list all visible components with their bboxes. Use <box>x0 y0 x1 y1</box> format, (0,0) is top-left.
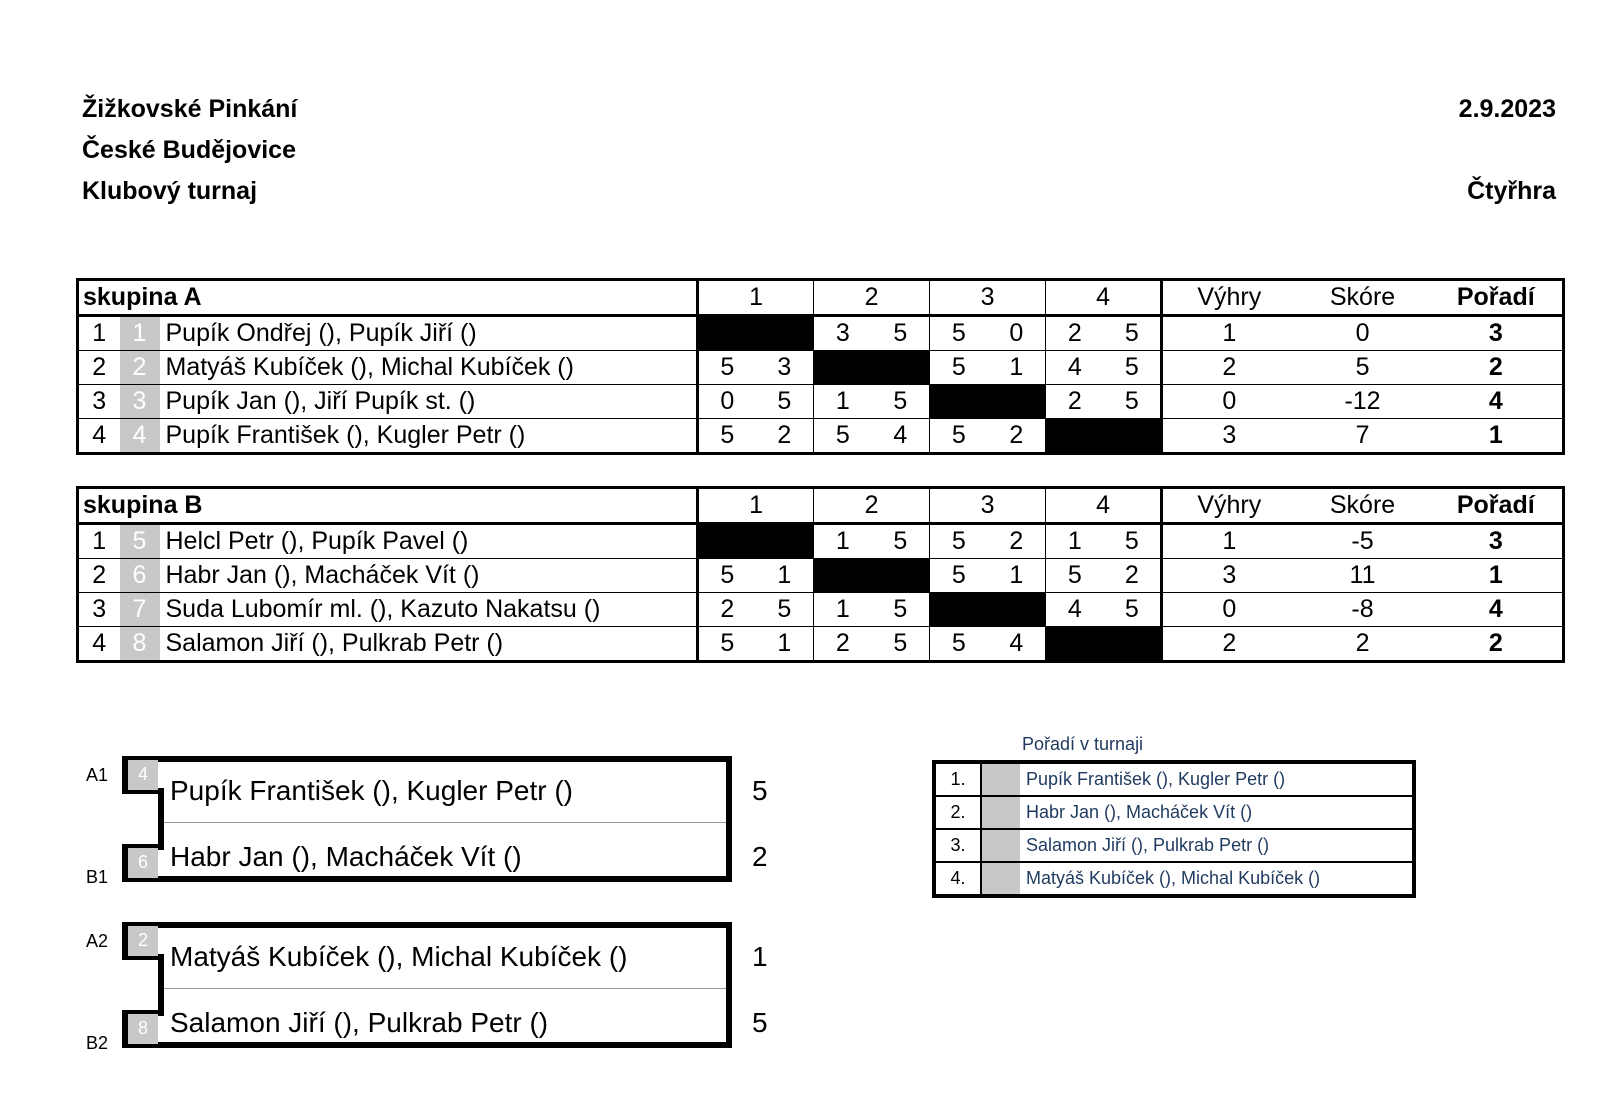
match-score: 1 <box>814 593 872 627</box>
row-rank: 3 <box>1430 316 1564 351</box>
match-score: 2 <box>835 629 850 657</box>
tournament-title: Žižkovské Pinkání <box>82 95 298 123</box>
tournament-event: Klubový turnaj <box>82 177 258 205</box>
match-score: 5 <box>1104 316 1162 351</box>
rank-header: Pořadí <box>1430 280 1564 316</box>
top-score: 5 <box>752 775 768 806</box>
match-score: 5 <box>930 559 988 593</box>
row-score: 5 <box>1296 351 1430 385</box>
row-rank: 2 <box>1430 351 1564 385</box>
self-match-cell <box>988 593 1046 627</box>
group-row <box>78 351 1564 385</box>
self-match-cell <box>872 559 930 593</box>
final-ranking-table <box>932 760 1416 898</box>
match-score: 2 <box>988 524 1046 559</box>
wins-header: Výhry <box>1162 488 1296 524</box>
match-score: 3 <box>756 351 814 385</box>
group-header-row <box>78 488 1564 524</box>
row-position: 1 <box>78 524 120 559</box>
ranking-position: 4. <box>934 862 981 896</box>
match-divider <box>160 988 726 989</box>
tournament-discipline: Čtyřhra <box>1467 177 1556 205</box>
row-position: 2 <box>78 559 120 593</box>
match-score: 5 <box>720 421 735 449</box>
row-rank: 4 <box>1430 385 1564 419</box>
opponent-column-header: 3 <box>930 280 1046 316</box>
match-score: 5 <box>1104 351 1162 385</box>
final-ranking-title: Pořadí v turnaji <box>1022 734 1144 754</box>
group-name: skupina A <box>78 280 698 316</box>
group-row <box>78 385 1564 419</box>
team-name: Pupík František (), Kugler Petr () <box>160 419 698 454</box>
top-score: 1 <box>752 941 768 972</box>
match-score: 5 <box>951 421 966 449</box>
row-wins: 0 <box>1162 385 1296 419</box>
match-score: 5 <box>1104 593 1162 627</box>
self-match-cell <box>756 316 814 351</box>
match-score: 4 <box>872 419 930 454</box>
match-score: 5 <box>930 351 988 385</box>
ranking-seed-cell <box>981 796 1020 829</box>
self-match-cell <box>930 385 988 419</box>
row-score: -8 <box>1296 593 1430 627</box>
opponent-column-header: 2 <box>814 280 930 316</box>
match-score: 5 <box>930 316 988 351</box>
row-rank: 1 <box>1430 559 1564 593</box>
ranking-position: 2. <box>934 796 981 829</box>
match-score: 1 <box>988 351 1046 385</box>
team-name: Matyáš Kubíček (), Michal Kubíček () <box>160 351 698 385</box>
match-score: 2 <box>1046 316 1104 351</box>
ranking-seed-cell <box>981 862 1020 896</box>
match-score: 5 <box>720 629 735 657</box>
bottom-team-name: Habr Jan (), Macháček Vít () <box>170 841 522 872</box>
row-seed: 1 <box>120 316 160 351</box>
group-row <box>78 593 1564 627</box>
group-row <box>78 627 1564 662</box>
ranking-seed-cell <box>981 762 1020 796</box>
row-position: 2 <box>78 351 120 385</box>
row-wins: 1 <box>1162 316 1296 351</box>
self-match-cell <box>1104 627 1162 662</box>
ranking-row <box>934 762 1414 796</box>
group-table <box>76 278 1565 455</box>
row-wins: 1 <box>1162 524 1296 559</box>
top-seed: 2 <box>128 926 158 956</box>
ranking-team-name: Salamon Jiří (), Pulkrab Petr () <box>1020 829 1414 862</box>
match-score: 4 <box>1046 351 1104 385</box>
ranking-position: 1. <box>934 762 981 796</box>
match-score: 2 <box>756 419 814 454</box>
match-score: 3 <box>814 316 872 351</box>
row-position: 4 <box>92 629 107 657</box>
row-seed: 5 <box>120 524 160 559</box>
row-score: 11 <box>1296 559 1430 593</box>
match-score: 5 <box>756 593 814 627</box>
row-rank: 3 <box>1430 524 1564 559</box>
group-name: skupina B <box>78 488 698 524</box>
ranking-team-name: Matyáš Kubíček (), Michal Kubíček () <box>1026 868 1321 888</box>
bottom-team-name: Salamon Jiří (), Pulkrab Petr () <box>170 1007 549 1038</box>
ranking-team-name: Pupík František (), Kugler Petr () <box>1020 762 1414 796</box>
match-score: 0 <box>988 316 1046 351</box>
bottom-label: B2 <box>86 1033 109 1053</box>
opponent-column-header: 3 <box>930 488 1046 524</box>
team-name: Pupík Ondřej (), Pupík Jiří () <box>160 316 698 351</box>
match-score: 4 <box>1046 593 1104 627</box>
match-score: 2 <box>698 593 756 627</box>
match-score: 5 <box>1104 385 1162 419</box>
row-wins: 0 <box>1162 593 1296 627</box>
match-score: 0 <box>698 385 756 419</box>
match-score: 5 <box>951 629 966 657</box>
ranking-position: 3. <box>934 829 981 862</box>
row-wins: 2 <box>1222 629 1237 657</box>
match-score: 5 <box>872 385 930 419</box>
row-position: 3 <box>78 385 120 419</box>
match-score: 1 <box>756 627 814 662</box>
self-match-cell <box>698 316 756 351</box>
match-score: 1 <box>988 559 1046 593</box>
match-score: 5 <box>1104 524 1162 559</box>
opponent-column-header: 1 <box>698 280 814 316</box>
team-name: Suda Lubomír ml. (), Kazuto Nakatsu () <box>160 593 698 627</box>
row-seed: 3 <box>120 385 160 419</box>
match-divider <box>160 822 726 823</box>
ranking-row <box>934 796 1414 829</box>
match-score: 5 <box>872 524 930 559</box>
row-score: -12 <box>1296 385 1430 419</box>
row-seed: 6 <box>120 559 160 593</box>
match-score: 5 <box>1046 559 1104 593</box>
match-score: 1 <box>756 559 814 593</box>
bottom-seed: 8 <box>128 1014 158 1044</box>
row-score: -5 <box>1296 524 1430 559</box>
match-score: 5 <box>872 316 930 351</box>
row-score: 2 <box>1355 629 1370 657</box>
self-match-cell <box>1046 627 1104 662</box>
team-name: Habr Jan (), Macháček Vít () <box>160 559 698 593</box>
ranking-row <box>934 829 1414 862</box>
top-team-name: Matyáš Kubíček (), Michal Kubíček () <box>170 941 628 972</box>
connector-line <box>158 788 164 850</box>
self-match-cell <box>1104 419 1162 454</box>
match-score: 2 <box>1046 385 1104 419</box>
group-table <box>76 486 1565 663</box>
row-rank: 2 <box>1488 629 1503 657</box>
self-match-cell <box>814 351 872 385</box>
group-row <box>78 419 1564 454</box>
match-score: 5 <box>930 524 988 559</box>
bottom-score: 2 <box>752 841 768 872</box>
opponent-column-header: 4 <box>1046 280 1162 316</box>
score-header: Skóre <box>1296 280 1430 316</box>
group-header-row <box>78 280 1564 316</box>
match-score: 1 <box>1046 524 1104 559</box>
top-team-name: Pupík František (), Kugler Petr () <box>170 775 574 806</box>
tournament-city: České Budějovice <box>82 136 296 164</box>
row-seed: 7 <box>120 593 160 627</box>
self-match-cell <box>814 559 872 593</box>
row-seed: 8 <box>120 627 160 662</box>
self-match-cell <box>988 385 1046 419</box>
row-rank: 4 <box>1430 593 1564 627</box>
team-name: Helcl Petr (), Pupík Pavel () <box>160 524 698 559</box>
top-seed: 4 <box>128 760 158 790</box>
ranking-seed-cell <box>981 829 1020 862</box>
row-rank: 1 <box>1488 421 1503 449</box>
rank-header: Pořadí <box>1430 488 1564 524</box>
team-name: Salamon Jiří (), Pulkrab Petr () <box>160 627 698 662</box>
score-header: Skóre <box>1296 488 1430 524</box>
match-score: 1 <box>814 524 872 559</box>
row-position: 3 <box>78 593 120 627</box>
row-position: 4 <box>92 421 107 449</box>
bottom-seed: 6 <box>128 848 158 878</box>
row-seed: 4 <box>120 419 160 454</box>
row-position: 1 <box>78 316 120 351</box>
bottom-score: 5 <box>752 1007 768 1038</box>
match-score: 5 <box>698 559 756 593</box>
row-wins: 2 <box>1162 351 1296 385</box>
row-seed: 2 <box>120 351 160 385</box>
group-row <box>78 316 1564 351</box>
opponent-column-header: 2 <box>814 488 930 524</box>
top-label: A1 <box>86 765 109 785</box>
ranking-team-name: Habr Jan (), Macháček Vít () <box>1020 796 1414 829</box>
match-score: 5 <box>698 351 756 385</box>
group-row <box>78 559 1564 593</box>
self-match-cell <box>756 524 814 559</box>
match-score: 5 <box>872 593 930 627</box>
row-wins: 3 <box>1222 421 1237 449</box>
self-match-cell <box>930 593 988 627</box>
group-row <box>78 524 1564 559</box>
connector-line <box>158 954 164 1016</box>
match-score: 1 <box>814 385 872 419</box>
match-score: 5 <box>835 421 850 449</box>
row-score: 0 <box>1296 316 1430 351</box>
team-name: Pupík Jan (), Jiří Pupík st. () <box>160 385 698 419</box>
row-wins: 3 <box>1162 559 1296 593</box>
match-score: 4 <box>988 627 1046 662</box>
top-label: A2 <box>86 931 109 951</box>
opponent-column-header: 4 <box>1046 488 1162 524</box>
match-score: 2 <box>988 419 1046 454</box>
self-match-cell <box>1046 419 1104 454</box>
match-score: 5 <box>872 627 930 662</box>
self-match-cell <box>698 524 756 559</box>
self-match-cell <box>872 351 930 385</box>
ranking-row <box>934 862 1414 896</box>
opponent-column-header: 1 <box>698 488 814 524</box>
bottom-label: B1 <box>86 867 109 887</box>
wins-header: Výhry <box>1162 280 1296 316</box>
match-score: 2 <box>1104 559 1162 593</box>
match-score: 5 <box>756 385 814 419</box>
row-score: 7 <box>1355 421 1370 449</box>
tournament-date: 2.9.2023 <box>1458 95 1556 123</box>
